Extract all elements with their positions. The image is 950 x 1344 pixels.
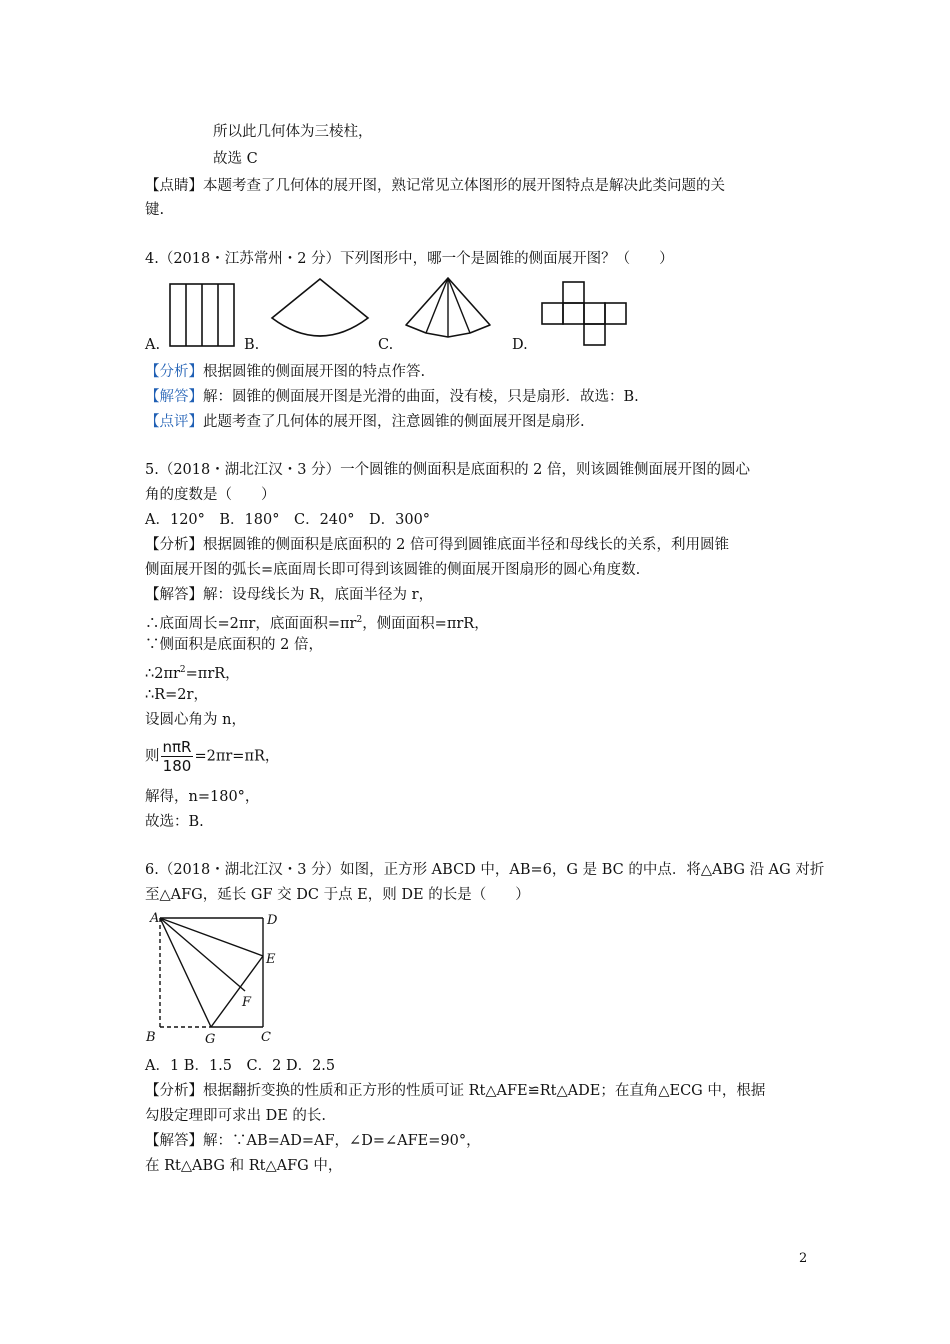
option-d-label: D. bbox=[512, 337, 528, 353]
text-line: 【分析】根据圆锥的侧面展开图的特点作答. bbox=[145, 364, 426, 380]
fraction: $\frac{\text{nπR}}{180}$ bbox=[162, 738, 192, 775]
text-line: 键. bbox=[145, 202, 165, 218]
label-d: D bbox=[267, 913, 278, 928]
text-line: 角的度数是（ ） bbox=[145, 487, 276, 503]
text-line: 设圆心角为 n， bbox=[145, 712, 246, 728]
text-line: 【解答】解：设母线长为 R，底面半径为 r， bbox=[145, 587, 434, 603]
label-a: A bbox=[150, 911, 160, 926]
option-c-figure-pyramid-net bbox=[400, 275, 496, 341]
option-b-label: B. bbox=[244, 337, 260, 353]
text-line: 【解答】解：圆锥的侧面展开图是光滑的曲面，没有棱，只是扇形．故选：B. bbox=[145, 389, 639, 405]
label-b: B bbox=[146, 1030, 156, 1045]
question-5-options: A．120° B．180° C．240° D．300° bbox=[145, 512, 431, 528]
question-5: 5.（2018・湖北江汉・3 分）一个圆锥的侧面积是底面积的 2 倍，则该圆锥侧面展开图的圆心 bbox=[145, 462, 751, 478]
option-a-figure-rectangles bbox=[168, 282, 236, 348]
label-c: C bbox=[261, 1030, 271, 1045]
text-line: $\therefore 2\pi r^2=\pi rR$， bbox=[145, 665, 240, 682]
text-line: 勾股定理即可求出 DE 的长. bbox=[145, 1108, 327, 1124]
page-number: 2 bbox=[799, 1251, 808, 1266]
square-fold-figure bbox=[140, 908, 290, 1050]
label-f: F bbox=[242, 995, 252, 1010]
text-line: 【分析】根据翻折变换的性质和正方形的性质可证 Rt△AFE≌Rt△ADE；在直角△ECG 中，根据 bbox=[145, 1083, 766, 1099]
label-g: G bbox=[205, 1032, 216, 1047]
text-line: 至△AFG，延长 GF 交 DC 于点 E，则 DE 的长是（ ） bbox=[145, 887, 530, 903]
text-line-fraction: 则 $\frac{\text{nπR}}{180}$ =2πr=πR， bbox=[145, 738, 280, 775]
comment-tag: 【点评】 bbox=[145, 414, 203, 430]
text-line: ∴R=2r， bbox=[145, 687, 208, 703]
option-b-figure-sector bbox=[266, 276, 374, 340]
text-line: 故选：B. bbox=[145, 814, 204, 830]
question-6-options: A．1 B．1.5 C．2 D．2.5 bbox=[145, 1058, 336, 1074]
text-line: ∵侧面积是底面积的 2 倍， bbox=[145, 637, 323, 653]
label-e: E bbox=[266, 952, 276, 967]
text-line: 在 Rt△ABG 和 Rt△AFG 中， bbox=[145, 1158, 343, 1174]
text-line: 【解答】解：∵AB=AD=AF，∠D=∠AFE=90°， bbox=[145, 1133, 481, 1149]
option-a-label: A. bbox=[145, 337, 161, 353]
text-line: 【分析】根据圆锥的侧面积是底面积的 2 倍可得到圆锥底面半径和母线长的关系，利用圆锥 bbox=[145, 537, 729, 553]
section-tag: 【点睛】 bbox=[145, 178, 203, 194]
text-line: ∴底面周长=2πr，底面面积$=\pi r^2$，侧面面积=πrR， bbox=[145, 615, 489, 632]
option-c-label: C. bbox=[378, 337, 394, 353]
text-line: 【点评】此题考查了几何体的展开图，注意圆锥的侧面展开图是扇形. bbox=[145, 414, 585, 430]
option-d-figure-cube-net bbox=[540, 280, 628, 346]
text-line: 故选 C bbox=[213, 151, 258, 167]
question-6: 6.（2018・湖北江汉・3 分）如图，正方形 ABCD 中，AB=6，G 是 BC 的中点．将△ABG 沿 AG 对折 bbox=[145, 862, 825, 878]
text-line: 解得，n=180°， bbox=[145, 789, 260, 805]
analysis-tag: 【分析】 bbox=[145, 364, 203, 380]
text-line: 【点睛】本题考查了几何体的展开图，熟记常见立体图形的展开图特点是解决此类问题的关 bbox=[145, 178, 725, 194]
text-line: 侧面展开图的弧长=底面周长即可得到该圆锥的侧面展开图扇形的圆心角度数. bbox=[145, 562, 641, 578]
question-4: 4.（2018・江苏常州・2 分）下列图形中，哪一个是圆锥的侧面展开图？（ ） bbox=[145, 251, 674, 267]
text-line: 所以此几何体为三棱柱， bbox=[213, 124, 373, 140]
answer-tag: 【解答】 bbox=[145, 389, 203, 405]
